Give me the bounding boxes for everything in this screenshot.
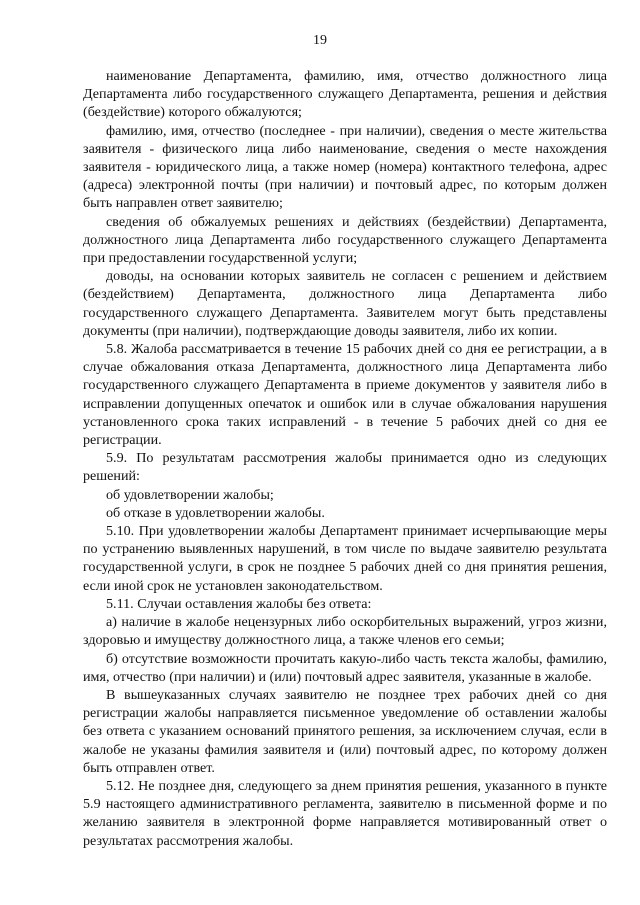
- paragraph-3: сведения об обжалуемых решениях и действиях (бездействии) Департамента, должностного лица Департамента либо государственного служащего Департамента при предоставлении государственной услуги;: [83, 213, 607, 267]
- paragraph-5-9-option-2: об отказе в удовлетворении жалобы.: [106, 504, 325, 521]
- paragraph-5-9: 5.9. По результатам рассмотрения жалобы принимается одно из следующих решений:: [83, 450, 607, 485]
- document-body: [83, 67, 607, 850]
- paragraph-5-11-a: а) наличие в жалобе нецензурных либо оскорбительных выражений, угроз жизни, здоровью и имуществу должностного лица, а также членов его семьи;: [83, 614, 607, 649]
- paragraph-5-10: 5.10. При удовлетворении жалобы Департамент принимает исчерпывающие меры по устранению выявленных нарушений, в том числе по выдаче заявителю результата государственной услуги, в срок не позднее 5 рабочих дней со дня принятия решения, если иной срок не установлен законодательством.: [83, 523, 607, 594]
- paragraph-5-8: 5.8. Жалоба рассматривается в течение 15 рабочих дней со дня ее регистрации, а в случае обжалования отказа Департамента, должностного лица Департамента либо государственного служащего Департамента в приеме документов у заявителя либо в исправлении допущенных опечаток и ошибок или в случае обжалования нарушения установленного срока таких исправлений - в течение 5 рабочих дней со дня ее регистрации.: [83, 341, 607, 449]
- paragraph-5-11: 5.11. Случаи оставления жалобы без ответа:: [106, 595, 372, 612]
- paragraph-5-11-b: б) отсутствие возможности прочитать какую-либо часть текста жалобы, фамилию, имя, отчество (при наличии) и (или) почтовый адрес заявителя, указанные в жалобе.: [83, 650, 607, 685]
- paragraph-5-12: 5.12. Не позднее дня, следующего за днем принятия решения, указанного в пункте 5.9 настоящего административного регламента, заявителю в письменной форме и по желанию заявителя в электронной форме направляется мотивированный ответ о результатах рассмотрения жалобы.: [83, 777, 607, 849]
- paragraph-5-9-option-1: об удовлетворении жалобы;: [106, 486, 274, 503]
- paragraph-2: фамилию, имя, отчество (последнее - при наличии), сведения о месте жительства заявителя - физического лица либо наименование, сведения о месте нахождения заявителя - юридического лица, а также номер (номера) контактного телефона, адрес (адреса) электронной почты (при наличии) и почтовый адрес, по которым должен быть направлен ответ заявителю;: [83, 122, 607, 212]
- paragraph-5-11-note: В вышеуказанных случаях заявителю не позднее трех рабочих дней со дня регистрации жалобы направляется письменное уведомление об оставлении жалобы без ответа с указанием оснований принятого решения, за исключением случая, если в жалобе не указаны фамилия заявителя и (или) почтовый адрес, по которому должен быть отправлен ответ.: [83, 686, 607, 776]
- paragraph-4: доводы, на основании которых заявитель не согласен с решением и действием (бездействием) Департамента, должностного лица Департамента либо государственного служащего Департамента. Заявителем могут быть представлены документы (при наличии), подтверждающие доводы заявителя, либо их копии.: [83, 268, 607, 339]
- paragraph-1: наименование Департамента, фамилию, имя, отчество должностного лица Департамента либо государственного служащего Департамента, решения и действия (бездействие) которого обжалуются;: [83, 68, 607, 121]
- page-number: 19: [313, 33, 327, 48]
